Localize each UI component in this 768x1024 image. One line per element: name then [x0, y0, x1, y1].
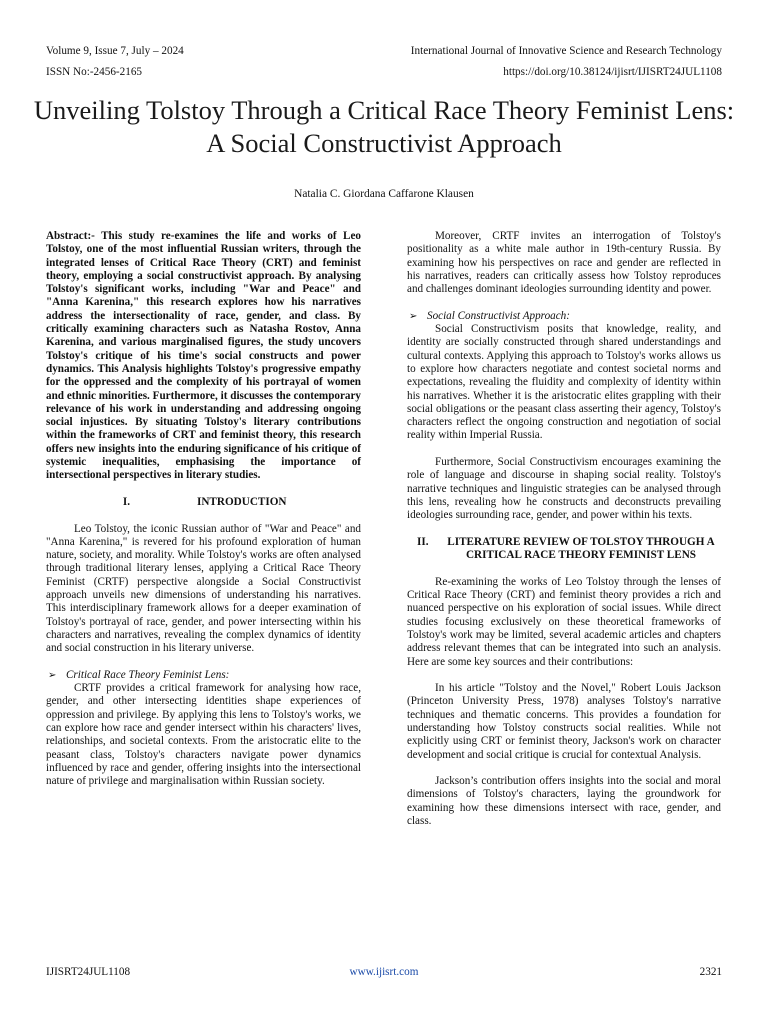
- section-heading-introduction: [46, 496, 361, 509]
- section-number: I.: [122, 495, 131, 508]
- journal-name: International Journal of Innovative Science and Research Technology: [410, 45, 722, 57]
- literature-paragraph: Re-examining the works of Leo Tolstoy through the lenses of Critical Race Theory (CRT) and feminist theory provides a rich and nuanced perspective on his exploration of social issues. While direct studies focusing exclusively on these theoretical frameworks of Tolstoy's work may be limited, several academic articles and chapters address relevant themes that can be integrated into such an analysis. Here are some key sources and their contributions:: [407, 575, 721, 668]
- jackson-contribution-paragraph: Jackson’s contribution offers insights into the social and moral dimensions of Tolstoy's characters, laying the groundwork for examining how these dimensions intersect with race, gender, and class.: [407, 775, 721, 828]
- jackson-paragraph: In his article "Tolstoy and the Novel," Robert Louis Jackson (Princeton University Press, 1978) analyses Tolstoy's narrative techniques and thematic concerns. This provides a foundation for understanding how Tolstoy constructs social realities. While not explicitly using CRT or feminist theory, Jackson's work on character development and social critique is crucial for contextual Analysis.: [407, 682, 721, 761]
- arrow-bullet-icon: ➢: [409, 310, 418, 322]
- subsection-title: Social Constructivist Approach:: [427, 309, 570, 322]
- intro-paragraph: Leo Tolstoy, the iconic Russian author of "War and Peace" and "Anna Karenina," is revered for his profound exploration of human nature, society, and morality. While Tolstoy's works are often analysed through traditional literary lenses, applying a Critical Race Theory Feminist (CRTF) perspective alongside a Social Constructivist approach unveils new dimensions of understanding his narratives. This interdisciplinary framework allows for a deeper examination of Tolstoy's portrayal of race, gender, and power intersecting within his characters and narratives, revealing the complex dynamics of identity and social construction in his literary universe.: [46, 522, 361, 655]
- section-title: LITERATURE REVIEW OF TOLSTOY THROUGH A CRITICAL RACE THEORY FEMINIST LENS: [447, 535, 715, 562]
- paper-title: Unveiling Tolstoy Through a Critical Race Theory Feminist Lens: A Social Constructivist Approach: [33, 95, 735, 158]
- author-name: Natalia C. Giordana Caffarone Klausen: [294, 188, 474, 200]
- constructivism-paragraph: Social Constructivism posits that knowledge, reality, and identity are socially constructed through shared understandings and cultural contexts. Applying this approach to Tolstoy's works allows us to explore how characters negotiate and contest societal norms and expectations, revealing the fluidity and complexity of identity within his narratives. Whether it is the aristocratic elites grappling with their social obligations or the peasant class asserting their agency, Tolstoy's characters reflect the ongoing construction and negotiation of social reality within Imperial Russia.: [407, 323, 721, 442]
- paper-id: IJISRT24JUL1108: [46, 966, 131, 978]
- left-column: [46, 230, 361, 788]
- arrow-bullet-icon: ➢: [48, 669, 57, 681]
- subsection-crtf: [46, 669, 361, 682]
- section-heading-literature-review: [407, 536, 721, 563]
- section-title: INTRODUCTION: [197, 495, 287, 508]
- page-number: 2321: [699, 966, 722, 978]
- crtf-paragraph: CRTF provides a critical framework for analysing how race, gender, and other intersecting identities shape experiences of oppression and privilege. By applying this lens to Tolstoy's works, we can explore how race and gender intersect within his characters' lives, relationships, and societal contexts. From the aristocratic elite to the peasant class, Tolstoy's characters navigate power dynamics influenced by race and gender, offering insights into the intersectional nature of privilege and marginalisation within Russian society.: [46, 682, 361, 788]
- volume-info: Volume 9, Issue 7, July – 2024: [46, 45, 184, 57]
- abstract: Abstract:- This study re-examines the life and works of Leo Tolstoy, one of the most influential Russian writers, through the integrated lenses of Critical Race Theory (CRT) and feminist theory, employing a social constructivist approach. By analysing Tolstoy's significant works, including "War and Peace" and "Anna Karenina," this research explores how his narratives address the intersectionality of race, gender, and class. By critically examining characters such as Natasha Rostov, Anna Karenina, and various marginalised figures, the study uncovers Tolstoy's critique of his time's social constructs and power dynamics. This Analysis highlights Tolstoy's progressive empathy for the oppressed and the complexity of his portrayal of women and ethnic minorities. Furthermore, it discusses the contemporary relevance of his work in understanding and addressing ongoing social injustices. By situating Tolstoy's literary contributions within the frameworks of CRT and feminist theory, this research offers new insights into the enduring significance of his critique of systemic inequalities, emphasising the importance of intersectional perspectives in literary studies.: [46, 230, 361, 482]
- subsection-social-constructivist: [407, 310, 721, 323]
- language-discourse-paragraph: Furthermore, Social Constructivism encourages examining the role of language and discourse in shaping social reality. Tolstoy's narrative techniques and linguistic strategies can be analysed through this lens, revealing how he constructs and deconstructs prevailing ideologies surrounding race, gender, and power within his texts.: [407, 456, 721, 522]
- issn: ISSN No:-2456-2165: [46, 66, 143, 78]
- doi-link[interactable]: https://doi.org/10.38124/ijisrt/IJISRT24JUL1108: [503, 66, 722, 78]
- subsection-title: Critical Race Theory Feminist Lens:: [66, 668, 230, 681]
- right-column: [407, 230, 721, 828]
- website-link[interactable]: www.ijisrt.com: [349, 966, 419, 978]
- positionality-paragraph: Moreover, CRTF invites an interrogation of Tolstoy's positionality as a white male author in 19th-century Russia. By examining how his perspectives on race and gender are reflected in his narratives, readers can critically assess how Tolstoy reproduces and challenges dominant ideologies surrounding identity and power.: [407, 230, 721, 296]
- section-number: II.: [417, 535, 429, 548]
